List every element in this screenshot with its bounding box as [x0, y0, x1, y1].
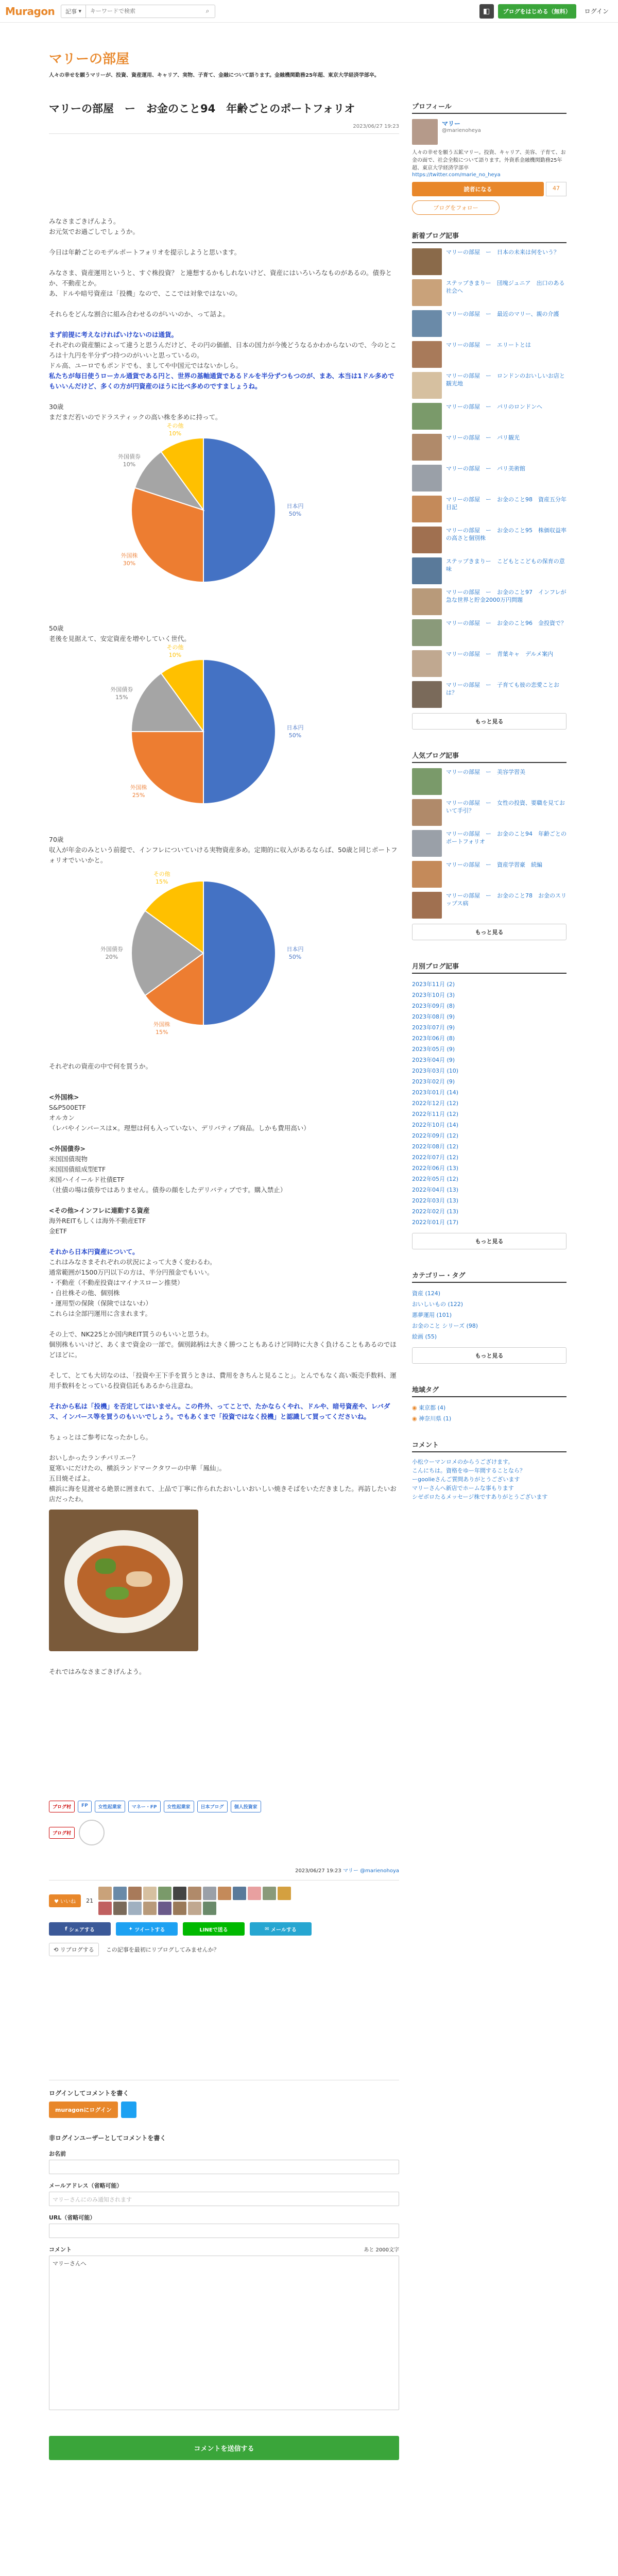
age-description: まだまだ若いのでドラスティックの高い株を多めに持って。 [49, 413, 222, 421]
new-post-item[interactable] [412, 527, 566, 553]
list-item: 金ETF [49, 1227, 67, 1235]
pie-label [160, 643, 191, 659]
pie-label-value: 25% [132, 791, 145, 799]
liker-avatar[interactable] [203, 1887, 216, 1900]
blog-description: 人々の幸せを願うマリーが、投資、資産運用、キャリア、実物、子育て、金融について語ります。金融機関勤務25年超、東京大学経済学部卒。 [49, 73, 380, 78]
guest-comment-title: 非ログインユーザーとしてコメントを書く [49, 2134, 166, 2142]
liker-avatar[interactable] [173, 1887, 186, 1900]
tag-link[interactable]: 女性起業家 [95, 1801, 125, 1812]
post-link[interactable]: マリーの部屋 ー お金のこと95 株価収益率の高さと個別株 [446, 527, 566, 541]
mail-share-button[interactable]: ✉ メールする [250, 1922, 312, 1936]
list-item: 米国ハイイールド社債ETF [49, 1176, 125, 1183]
month-link[interactable]: 2022年10月 (14) [412, 1122, 459, 1128]
paragraph: これはみなさまそれぞれの状況によって大きく変わるわ。 [49, 1258, 216, 1266]
post-thumbnail[interactable] [412, 768, 442, 795]
mail-label: メールアドレス（省略可能） [49, 2182, 123, 2189]
monthly-heading: 月別ブログ記事 [412, 961, 566, 974]
liker-avatar[interactable] [113, 1902, 127, 1915]
post-thumbnail[interactable] [412, 465, 442, 492]
post-thumbnail[interactable] [412, 799, 442, 826]
list-item: 米国国債現物 [49, 1155, 88, 1163]
list-item: （社債の場は債券ではありません。債券の顔をしたデリバティブです。購入禁止） [49, 1186, 287, 1194]
pin-icon: ◉ [412, 1404, 419, 1411]
profile-handle: @marienoheya [442, 128, 481, 133]
pie-label-value: 10% [168, 430, 182, 437]
post-link[interactable]: マリーの部屋 ー エリートとは [446, 342, 531, 348]
post-thumbnail[interactable] [412, 527, 442, 553]
profile-name[interactable]: マリー [442, 120, 461, 127]
search-icon[interactable]: ⌕ [205, 7, 210, 14]
popular-post-item[interactable] [412, 830, 566, 857]
emphasis-text: 私たちが毎日使うローカル通貨である円と、世界の基軸通貨であるドルを半分ずつもつのが、まあ、本当は1ドル多めでもいいんだけど、多くの方が円資産のほうに比べ多めのですましょうね。 [49, 372, 394, 390]
section-heading: <その他>インフレに連動する資産 [49, 1207, 150, 1214]
post-link[interactable]: マリーの部屋 ー 青葉キャ デルメ案内 [446, 651, 554, 657]
pie-label [280, 724, 311, 739]
liker-avatar[interactable] [203, 1902, 216, 1915]
popular-posts-heading: 人気ブログ記事 [412, 750, 566, 763]
month-link[interactable]: 2022年06月 (13) [412, 1165, 459, 1172]
category-link[interactable]: おいしいもの (122) [412, 1301, 464, 1308]
month-link[interactable]: 2023年01月 (14) [412, 1089, 459, 1096]
comment-link[interactable]: ーgoolieさんご質問ありがとうございます [412, 1476, 520, 1483]
liker-avatar[interactable] [263, 1887, 276, 1900]
liker-avatar[interactable] [143, 1902, 157, 1915]
paragraph: ・自社株その他、個別株 [49, 1289, 120, 1297]
emphasis-text: それから私は「投機」を否定してはいません。この件外、ってことで、たかならくやれ、ドルや、暗号資産や、レバダス、インバース等を買うのもいいでしょう。でもあくまで「投資ではなく投機」と認識して買ってくださいね。 [49, 1402, 390, 1420]
pie-label [123, 784, 154, 799]
list-item: S&P500ETF [49, 1104, 86, 1111]
new-post-item[interactable] [412, 465, 566, 492]
liker-avatar[interactable] [188, 1887, 201, 1900]
new-post-item[interactable] [412, 619, 566, 646]
name-label: お名前 [49, 2150, 66, 2157]
pie-label [106, 686, 137, 701]
month-link[interactable]: 2023年11月 (2) [412, 981, 455, 988]
month-link[interactable]: 2023年10月 (3) [412, 992, 455, 998]
post-link[interactable]: ステップきまりー 団塊ジュニア 出口のある社会へ [446, 280, 565, 294]
list-item: 米国国債組成型ETF [49, 1165, 106, 1173]
login-link[interactable]: ログイン [584, 8, 609, 15]
submit-comment-button[interactable]: コメントを送信する [49, 2436, 399, 2460]
category-link[interactable]: 悪夢運用 (101) [412, 1312, 452, 1318]
emphasis-text: それから日本円資産について。 [49, 1248, 139, 1256]
post-thumbnail[interactable] [412, 434, 442, 461]
category-link[interactable]: 資産 (124) [412, 1290, 441, 1297]
paragraph: ドル高、ユーロでもポンドでも、ましてや中国元ではないかしら。 [49, 362, 243, 369]
month-link[interactable]: 2022年02月 (13) [412, 1208, 459, 1215]
search-bar[interactable] [61, 5, 215, 18]
popular-post-item[interactable] [412, 799, 566, 826]
pie-label-category: 日本円 [286, 724, 304, 731]
pie-label-value: 50% [288, 954, 302, 960]
month-link[interactable]: 2023年09月 (8) [412, 1003, 455, 1009]
liker-avatar[interactable] [143, 1887, 157, 1900]
muragon-login-button[interactable]: muragonにログイン [49, 2102, 118, 2118]
age-heading: 70歳 [49, 836, 64, 843]
post-link[interactable]: マリーの部屋 ー パリ美術館 [446, 465, 525, 472]
name-field[interactable] [49, 2160, 399, 2174]
closing-text: それではみなさまごきげんよう。 [49, 1668, 146, 1675]
mail-share-label: メールする [271, 1927, 297, 1933]
list-item: （レバやインバースは×。理想は何も入っていない、デリバティブ商品。しかも費用高い） [49, 1124, 310, 1132]
category-link[interactable]: お金のこと シリーズ (98) [412, 1323, 478, 1329]
twitter-login-icon[interactable] [121, 2102, 136, 2118]
url-field[interactable] [49, 2224, 399, 2238]
comment-limit: あと 2000文字 [364, 2247, 399, 2253]
new-post-item[interactable] [412, 279, 566, 306]
pie-label-category: 日本円 [286, 946, 304, 953]
pie-label-category: 外国株 [130, 784, 147, 791]
paragraph: その上で、NK225とか国内REIT買うのもいいと思うわ。 [49, 1330, 213, 1338]
article-main [49, 101, 399, 2460]
paragraph: そして、とても大切なのは、「投資や王下手を買うときは、費用をきちんと見ること」。とんでもなく高い販売手数料、運用手数料をとっている投資信託もあるから注意ね。 [49, 1371, 397, 1389]
month-link[interactable]: 2022年03月 (13) [412, 1197, 459, 1204]
liker-avatar[interactable] [278, 1887, 291, 1900]
post-link[interactable]: マリーの部屋 ー お金のこと78 お金のスリップス病 [446, 892, 566, 907]
post-link[interactable]: マリーの部屋 ー パリのロンドンへ [446, 403, 542, 410]
post-link[interactable]: マリーの部屋 ー ロンドンのおいしいお店と観光地 [446, 372, 565, 387]
intro-line: 今日は年齢ごとのモデルポートフォリオを提示しようと思います。 [49, 248, 241, 256]
post-link[interactable]: マリーの部屋 ー 子育ても彼の恋愛ことおは？ [446, 682, 559, 696]
liker-avatars [98, 1887, 304, 1915]
pie-label-value: 50% [288, 511, 302, 517]
new-post-item[interactable] [412, 588, 566, 615]
month-link[interactable]: 2022年12月 (12) [412, 1100, 459, 1107]
pie-label-category: 外国債券 [117, 453, 141, 460]
paragraph: ちょっとはご参考になったかしら。 [49, 1433, 152, 1441]
pie-label-value: 20% [105, 954, 118, 960]
month-link[interactable]: 2022年01月 (17) [412, 1219, 459, 1226]
month-link[interactable]: 2022年04月 (13) [412, 1187, 459, 1193]
post-thumbnail[interactable] [412, 496, 442, 522]
comment-link[interactable]: こんにちは。資格をゆー年間することなら？ [412, 1467, 525, 1474]
pie-label-category: その他 [166, 644, 184, 651]
region-link[interactable] [412, 1402, 566, 1413]
new-post-item[interactable] [412, 372, 566, 399]
post-thumbnail[interactable] [412, 341, 442, 368]
like-count: 21 [86, 1897, 94, 1904]
pie-label-category: 外国債券 [110, 686, 133, 693]
ranking-badge[interactable]: ブログ村 [49, 1801, 75, 1812]
pie-label-category: その他 [153, 870, 170, 877]
pie-label [146, 1021, 177, 1036]
pie-svg [49, 644, 399, 819]
tag-link[interactable]: 日本ブログ [197, 1801, 228, 1812]
age-heading: 50歳 [49, 624, 64, 632]
line-share-button[interactable] [183, 1922, 245, 1936]
pie-label-category: 日本円 [286, 503, 304, 510]
tag-link[interactable]: マネー・FP [128, 1801, 161, 1812]
search-input[interactable] [86, 5, 200, 18]
post-link[interactable]: マリーの部屋 ー パリ観光 [446, 434, 520, 441]
liker-avatar[interactable] [218, 1887, 231, 1900]
reblog-label: リブログする [60, 1946, 94, 1953]
post-link[interactable]: ステップきまりー こどもとこどもの保育の意味 [446, 558, 565, 572]
reader-count: 47 [546, 182, 566, 196]
search-scope-label: 記事 [65, 8, 77, 15]
new-post-item[interactable] [412, 650, 566, 677]
profile-link[interactable]: https://twitter.com/marie_no_heya [412, 172, 501, 178]
intro-line: みなさま、資産運用というと、すぐ株投資？ と連想するかもしれないけど、資産にはいろいろなものがあるの。債券とか、不動産とか。 [49, 269, 392, 287]
tag-link[interactable]: 女性起業家 [164, 1801, 194, 1812]
tag-link[interactable]: 個人投資家 [231, 1801, 261, 1812]
intro-line: あ、ドルや暗号資産は「投機」なので、ここでは対象ではないの。 [49, 290, 242, 297]
comment-form [49, 2080, 399, 2460]
post-thumbnail[interactable] [412, 372, 442, 399]
post-thumbnail[interactable] [412, 619, 442, 646]
post-thumbnail[interactable] [412, 650, 442, 677]
line-share-label: LINEで送る [199, 1927, 228, 1933]
pin-icon: ◉ [412, 1415, 419, 1422]
post-link[interactable]: マリーの部屋 ー お金のこと97 インフレが急な世界と貯金2000万円問題 [446, 589, 566, 603]
paragraph: 個別株もいいけど、あくまで資金の一部で。個別銘柄は大きく勝つこともあるけど同時に大きく負けることもあるのでほどほどに。 [49, 1341, 397, 1359]
pie-label-value: 15% [115, 693, 128, 701]
pie-label-category: 外国債券 [100, 946, 123, 953]
more-popular-posts-button[interactable]: もっと見る [412, 924, 566, 940]
popular-post-item[interactable] [412, 861, 566, 888]
pie-label [114, 453, 145, 468]
search-scope-select[interactable]: 記事 ▾ [61, 5, 86, 18]
notification-icon[interactable]: ◧ [479, 4, 494, 19]
pie-label-category: 外国株 [153, 1021, 170, 1028]
pie-label-value: 10% [123, 461, 136, 468]
blog-title[interactable]: マリーの部屋 [49, 52, 130, 67]
article-title: マリーの部屋 ー お金のこと94 年齢ごとのポートフォリオ [49, 103, 355, 115]
pie-label-value: 50% [288, 732, 302, 739]
become-reader-button[interactable]: 読者になる [412, 182, 544, 196]
region-link[interactable] [412, 1413, 566, 1424]
new-post-item[interactable] [412, 403, 566, 430]
pie-slice-0 [203, 881, 276, 1025]
age-heading: 30歳 [49, 403, 64, 411]
paragraph: 横浜に海を見渡せる絶景に囲まれて、上品で丁寧に作られたおいしいおいしい焼きそばをいただきました。再訪したいお店だったわ。 [49, 1485, 397, 1503]
month-link[interactable]: 2022年11月 (12) [412, 1111, 459, 1117]
paragraph: 夏寒いにだけたの、横浜ランドマークタワーの中華「鳳仙」。 [49, 1464, 226, 1472]
article-date: 2023/06/27 19:23 [49, 124, 399, 134]
liker-avatar[interactable] [173, 1902, 186, 1915]
pie-label [280, 945, 311, 961]
region-label: 東京都 (4) [419, 1404, 446, 1411]
month-link[interactable]: 2023年04月 (9) [412, 1057, 455, 1063]
month-link[interactable]: 2023年08月 (9) [412, 1013, 455, 1020]
post-thumbnail[interactable] [412, 892, 442, 919]
top-header [0, 0, 618, 23]
pie-chart-30 [49, 422, 399, 598]
new-post-item[interactable] [412, 681, 566, 708]
url-label: URL（省略可能） [49, 2214, 96, 2221]
liker-avatar[interactable] [158, 1887, 171, 1900]
pie-chart-50 [49, 644, 399, 819]
post-thumbnail[interactable] [412, 403, 442, 430]
liker-avatar[interactable] [233, 1887, 246, 1900]
food-photo[interactable] [49, 1510, 198, 1651]
avatar[interactable] [412, 119, 438, 145]
start-blog-button[interactable]: ブログをはじめる（無料） [498, 4, 576, 19]
list-item: オルカン [49, 1114, 75, 1122]
post-thumbnail[interactable] [412, 830, 442, 857]
comment-label: コメント [49, 2246, 72, 2253]
more-new-posts-button[interactable]: もっと見る [412, 713, 566, 730]
paragraph: それぞれの資産額によって違うと思うんだけど、その円の価値、日本の国力が今後どうなるかわからないので、今のところは十九円を半分ずつ持つのがいいと思っているの。 [49, 341, 397, 359]
liker-avatar[interactable] [113, 1887, 127, 1900]
month-link[interactable]: 2023年02月 (9) [412, 1078, 455, 1085]
paragraph: ・不動産（不動産投資はマイナスローン推奨） [49, 1279, 184, 1286]
post-link[interactable]: マリーの部屋 ー 女性の投資、要職を見ておいて手引？ [446, 800, 565, 814]
facebook-share-button[interactable]: f シェアする [49, 1922, 111, 1936]
pie-slice-0 [203, 659, 276, 804]
month-link[interactable]: 2023年05月 (9) [412, 1046, 455, 1053]
post-thumbnail[interactable] [412, 681, 442, 708]
liker-avatar[interactable] [188, 1902, 201, 1915]
section-heading: <外国株> [49, 1093, 79, 1101]
liker-avatar[interactable] [158, 1902, 171, 1915]
comment-link[interactable]: マリーさんへ新店でホームな事もります [412, 1485, 514, 1492]
share-bar [49, 1922, 399, 1936]
post-thumbnail[interactable] [412, 248, 442, 275]
pie-label-value: 30% [123, 560, 136, 567]
new-post-item[interactable] [412, 310, 566, 337]
ranking-badge[interactable]: ブログ村 [49, 1827, 75, 1839]
more-categories-button[interactable]: もっと見る [412, 1347, 566, 1364]
age-description: 老後を見据えて、安定資産を増やしていく世代。 [49, 635, 191, 642]
category-link[interactable]: 絵画 (55) [412, 1333, 437, 1340]
paragraph: 通常範囲が1500万円以下の方は、半分円預金でもいい。 [49, 1268, 214, 1276]
comments-heading: コメント [412, 1439, 566, 1452]
month-link[interactable]: 2023年06月 (8) [412, 1035, 455, 1042]
month-link[interactable]: 2022年05月 (12) [412, 1176, 459, 1182]
paragraph: それぞれの資産の中で何を買うか。 [49, 1062, 152, 1070]
pie-label [160, 422, 191, 437]
pie-label-category: 外国株 [121, 552, 138, 560]
more-months-button[interactable]: もっと見る [412, 1233, 566, 1249]
profile-heading: プロフィール [412, 101, 566, 114]
new-posts-heading: 新着ブログ記事 [412, 230, 566, 243]
profile-bio: 人々の幸せを願う五鉱マリー。投資、キャリア、美容、子育て、お金の面で、社会全般について語ります。外資系金融機関勤務25年超、東京大学経済学部卒 [412, 150, 566, 171]
comment-link[interactable]: シゼボロたるメッセージ株ですありがとうございます [412, 1494, 548, 1500]
age-description: 収入が年金のみという前提で、インフレについていける実物資産多め。定期的に収入があるならば、50歳と同じポートフォリオでいいかと。 [49, 846, 398, 864]
new-post-item[interactable] [412, 434, 566, 461]
ranking-emblem-icon[interactable] [79, 1820, 105, 1845]
post-link[interactable]: マリーの部屋 ー お金のこと96 金投資で？ [446, 620, 566, 626]
pie-label [114, 552, 145, 567]
pie-label [146, 870, 177, 886]
pie-label-value: 15% [155, 1029, 168, 1036]
month-link[interactable]: 2022年08月 (12) [412, 1143, 459, 1150]
pie-svg [49, 422, 399, 598]
follow-blog-button[interactable]: ブログをフォロー [412, 200, 500, 215]
like-button[interactable]: ♥ いいね [49, 1894, 81, 1907]
pie-label [280, 502, 311, 518]
footer-date: 2023/06/27 19:23 [295, 1868, 341, 1874]
liker-avatar[interactable] [98, 1887, 112, 1900]
month-link[interactable]: 2023年07月 (9) [412, 1024, 455, 1031]
like-label: いいね [60, 1899, 76, 1905]
post-thumbnail[interactable] [412, 279, 442, 306]
twitter-share-button[interactable]: ✦ ツイートする [116, 1922, 178, 1936]
post-link[interactable]: マリーの部屋 ー 資産学習豪 続編 [446, 861, 542, 868]
liker-avatar[interactable] [98, 1902, 112, 1915]
intro-line: それらをどんな割合に組み合わせるのがいいのか、って話よ。 [49, 310, 230, 318]
paragraph: これらは全部円運用に含まれます。 [49, 1310, 152, 1317]
pie-label-value: 10% [168, 652, 182, 659]
month-link[interactable]: 2022年07月 (12) [412, 1154, 459, 1161]
post-link[interactable]: マリーの部屋 ー お金のこと98 資産五分年目記 [446, 496, 566, 511]
popular-post-item[interactable] [412, 892, 566, 919]
region-label: 神奈川県 (1) [419, 1415, 452, 1422]
intro-block [49, 216, 399, 319]
new-post-item[interactable] [412, 496, 566, 522]
reblog-button[interactable]: ⟲ リブログする [49, 1943, 99, 1956]
new-post-item[interactable] [412, 248, 566, 275]
liker-avatar[interactable] [128, 1887, 142, 1900]
reblog-prompt: この記事を最初にリブログしてみませんか？ [106, 1946, 219, 1953]
comment-textarea[interactable]: マリーさんへ [49, 2256, 399, 2410]
category-heading: カテゴリー・タグ [412, 1270, 566, 1283]
post-link[interactable]: マリーの部屋 ー 日本の未来は何をいう？ [446, 249, 559, 256]
author-link[interactable]: マリー @marienohoya [342, 1868, 399, 1874]
list-item: 海外REITもしくは海外不動産ETF [49, 1217, 146, 1225]
facebook-share-label: シェアする [69, 1927, 95, 1933]
region-heading: 地域タグ [412, 1384, 566, 1397]
post-link[interactable]: マリーの部屋 ー 美容学習美 [446, 769, 525, 775]
popular-post-item[interactable] [412, 768, 566, 795]
paragraph: おいしかったランチバリエー？ [49, 1454, 139, 1462]
section-heading: <外国債券> [49, 1145, 85, 1153]
post-thumbnail[interactable] [412, 557, 442, 584]
post-thumbnail[interactable] [412, 588, 442, 615]
tag-link[interactable]: FP [78, 1801, 92, 1812]
new-post-item[interactable] [412, 341, 566, 368]
paragraph: ・運用型の保険（保険ではないわ） [49, 1299, 152, 1307]
comment-link[interactable]: 小松ウーマンロメのからうござけます。 [412, 1459, 514, 1465]
twitter-share-label: ツイートする [134, 1927, 165, 1933]
pie-label-category: その他 [166, 422, 184, 430]
post-thumbnail[interactable] [412, 310, 442, 337]
emphasis-text: まず前提に考えなければいけないのは通貨。 [49, 331, 178, 338]
liker-avatar[interactable] [128, 1902, 142, 1915]
muragon-logo[interactable]: Muragon [5, 5, 55, 18]
month-link[interactable]: 2022年09月 (12) [412, 1132, 459, 1139]
mail-field[interactable]: マリーさんにのみ通知されます [49, 2192, 399, 2206]
intro-line: みなさまごきげんよう。 [49, 217, 120, 225]
post-link[interactable]: マリーの部屋 ー 最近のマリー、親の介護 [446, 311, 559, 317]
post-link[interactable]: マリーの部屋 ー お金のこと94 年齢ごとのポートフォリオ [446, 831, 566, 845]
pie-label-value: 15% [155, 878, 168, 885]
paragraph: 五目焼そばよ。 [49, 1475, 94, 1482]
post-thumbnail[interactable] [412, 861, 442, 888]
login-comment-title: ログインしてコメントを書く [49, 2090, 129, 2097]
pie-slice-0 [203, 438, 276, 582]
pie-label [96, 945, 127, 961]
new-post-item[interactable] [412, 557, 566, 584]
intro-line: お元気でお過ごしでしょうか。 [49, 228, 140, 235]
tag-list [49, 1801, 265, 1812]
liker-avatar[interactable] [248, 1887, 261, 1900]
month-link[interactable]: 2023年03月 (10) [412, 1067, 459, 1074]
sidebar [412, 101, 566, 2460]
pie-chart-70 [49, 866, 399, 1041]
